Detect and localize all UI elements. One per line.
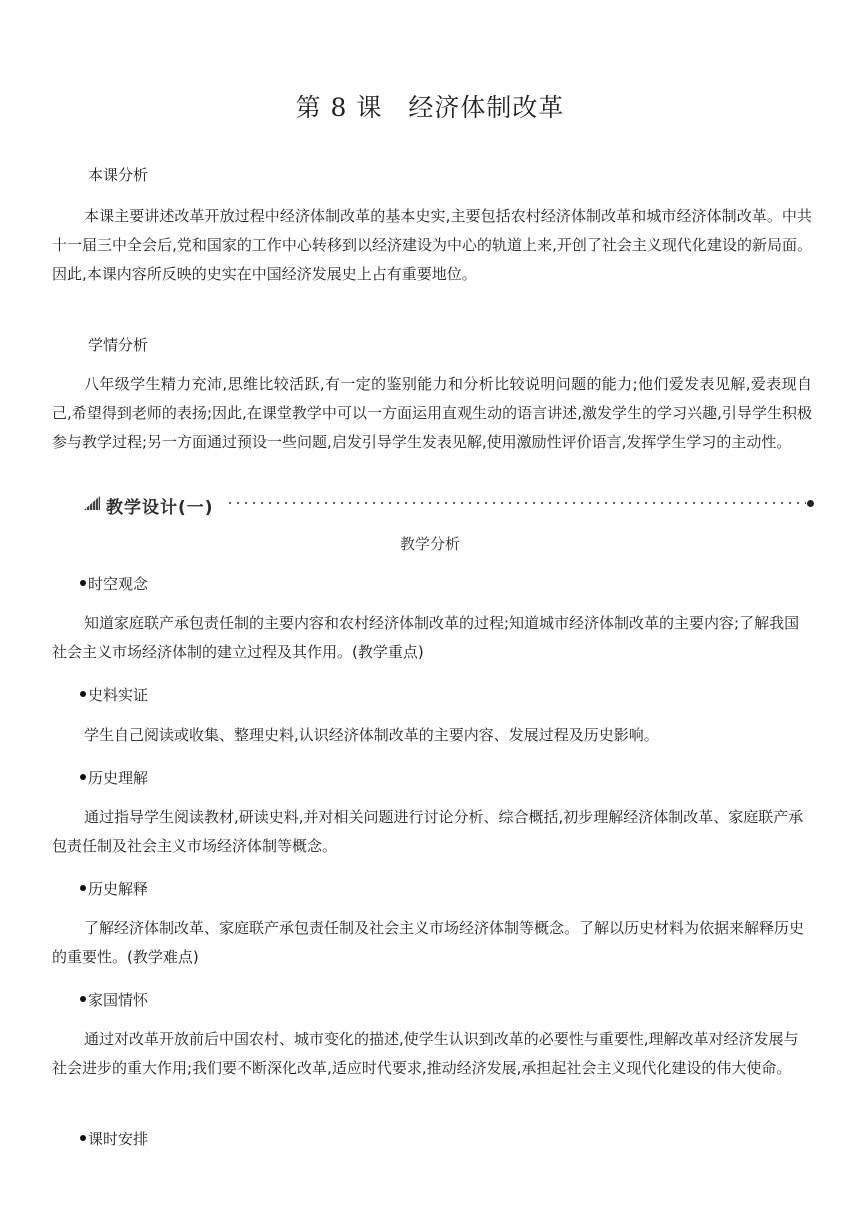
teaching-analysis-subtitle: 教学分析 <box>399 535 460 553</box>
divider-end-dot <box>807 500 814 507</box>
student-analysis-text: 八年级学生精力充沛,思维比较活跃,有一定的鉴别能力和分析比较说明问题的能力;他们爱发表见解,爱表现自己,希望得到老师的表扬;因此,在课堂教学中可以一方面运用直观生动的语言讲述,激发学生的学习兴趣,引导学生积极参与教学过程;另一方面通过预设一些问题,启发引导学生发表见解,使用激励性评价语言,发挥学生学习的主动性。 <box>52 375 812 451</box>
lesson-analysis-text: 本课主要讲述改革开放过程中经济体制改革的基本史实,主要包括农村经济体制改革和城市经济体制改革。中共十一届三中全会后,党和国家的工作中心转移到以经济建设为中心的轨道上来,开创了社会主义现代化建设的新局面。因此,本课内容所反映的史实在中国经济发展史上占有重要地位。 <box>52 207 812 283</box>
bullet-label: 历史解释 <box>88 880 149 898</box>
bullet-label: 时空观念 <box>88 575 149 593</box>
teaching-design-banner <box>84 493 814 518</box>
dotted-divider <box>226 500 806 506</box>
bullet-heading <box>80 684 148 705</box>
bullet-text: 知道家庭联产承包责任制的主要内容和农村经济体制改革的过程;知道城市经济体制改革的主要内容;了解我国社会主义市场经济体制的建立过程及其作用。(教学重点) <box>52 614 800 661</box>
bullet-text: 了解经济体制改革、家庭联产承包责任制及社会主义市场经济体制等概念。了解以历史材料为依据来解释历史的重要性。(教学难点) <box>52 919 805 966</box>
bullet-icon <box>80 691 86 697</box>
bullet-label: 家国情怀 <box>88 991 149 1009</box>
bullet-heading <box>80 989 148 1010</box>
bullet-icon <box>80 580 86 586</box>
bullet-text: 学生自己阅读或收集、整理史料,认识经济体制改革的主要内容、发展过程及历史影响。 <box>84 726 659 744</box>
bullet-icon <box>80 996 86 1002</box>
teaching-design-label: 教学设计(一) <box>106 498 214 518</box>
bullet-icon <box>80 774 86 780</box>
lesson-analysis-heading: 本课分析 <box>88 166 149 184</box>
bullet-heading <box>80 1128 148 1149</box>
bullet-label: 课时安排 <box>88 1130 149 1148</box>
bullet-heading <box>80 573 148 594</box>
student-analysis-heading: 学情分析 <box>88 336 149 354</box>
bullet-heading <box>80 878 148 899</box>
bullet-text: 通过指导学生阅读教材,研读史料,并对相关问题进行讨论分析、综合概括,初步理解经济体制改革、家庭联产承包责任制及社会主义市场经济体制等概念。 <box>52 808 804 855</box>
bullet-label: 历史理解 <box>88 769 149 787</box>
bullet-icon <box>80 885 86 891</box>
page-title: 第 8 课 经济体制改革 <box>295 93 565 122</box>
bullet-icon <box>80 1135 86 1141</box>
bullet-text: 通过对改革开放前后中国农村、城市变化的描述,使学生认识到改革的必要性与重要性,理解改革对经济发展与社会进步的重大作用;我们要不断深化改革,适应时代要求,推动经济发展,承担起社会主义现代化建设的伟大使命。 <box>52 1030 799 1077</box>
bullet-label: 史料实证 <box>88 686 149 704</box>
bullet-heading <box>80 767 148 788</box>
